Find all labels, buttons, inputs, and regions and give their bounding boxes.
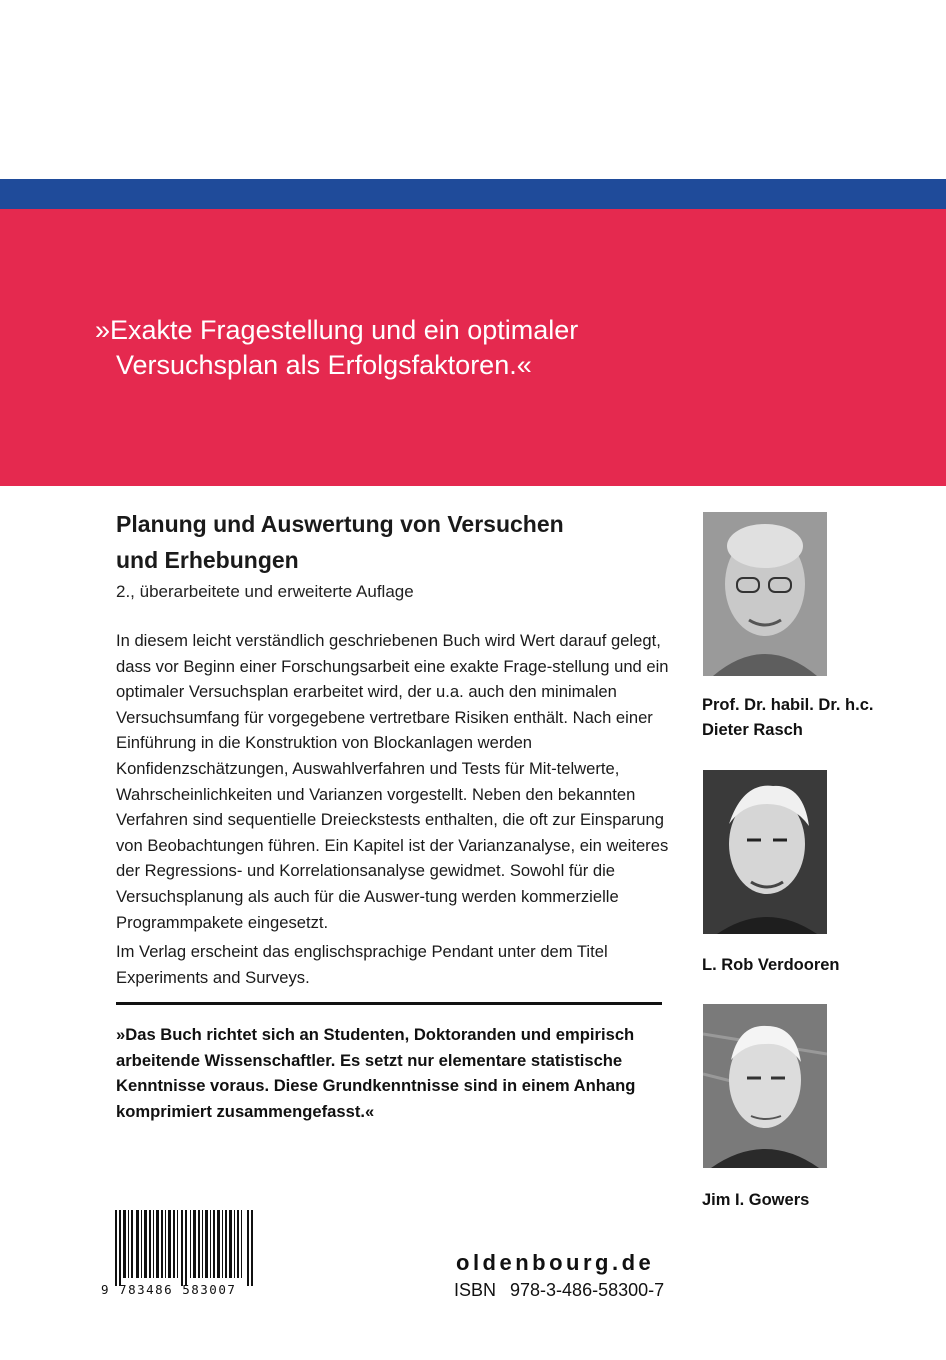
barcode: [115, 1210, 253, 1286]
author-photo-rasch: [703, 512, 827, 676]
description-paragraph-1: In diesem leicht verständlich geschriebenen Buch wird Wert darauf gelegt, dass vor Beginn einer Forschungsarbeit eine exakte Frage-stellung und ein optimaler Versuchsplan erarbeitet wird, der u.a. auch den minimalen Versuchsumfang für vorgegebene vertretbare Risiken enthält. Nach einer Einführung in die Konstruktion von Blockanlagen werden Konfidenzschätzungen, Auswahlverfahren und Tests für Mit-telwerte, Wahrscheinlichkeiten und Varianzen vorgestellt. Neben den bekannten Verfahren sind sequentielle Dreieckstests enthalten, die oft zur Einsparung von Beobachtungen führen. Ein Kapitel ist der Varianzanalyse, ein weiteres der Regressions- und Korrelationsanalyse gewidmet. Sowohl für die Versuchsplanung als auch für die Auswer-tung werden kommerzielle Programmpakete eingesetzt.: [116, 631, 669, 932]
cover-quote-line-1: »Exakte Fragestellung und ein optimaler: [95, 315, 579, 345]
author-name-rasch-line-2: Dieter Rasch: [702, 721, 803, 739]
isbn-label: ISBN: [454, 1280, 497, 1300]
author-name-rasch: [702, 693, 922, 743]
cover-quote: [95, 313, 855, 383]
edition: 2., überarbeitete und erweiterte Auflage: [116, 582, 414, 601]
author-name-verdooren: L. Rob Verdooren: [702, 956, 840, 974]
barcode-number: 9 783486 583007: [101, 1282, 237, 1297]
isbn: [454, 1280, 664, 1301]
author-photo-verdooren: [703, 770, 827, 934]
cover-quote-line-2: Versuchsplan als Erfolgsfaktoren.«: [116, 350, 532, 380]
divider: [116, 1002, 662, 1005]
description-paragraph-2: Im Verlag erscheint das englischsprachige Pendant unter dem Titel Experiments and Surveys.: [116, 942, 608, 987]
blue-band: [0, 179, 946, 209]
book-title: [116, 506, 676, 578]
author-name-gowers: Jim I. Gowers: [702, 1191, 810, 1209]
review-quote: »Das Buch richtet sich an Studenten, Doktoranden und empirisch arbeitende Wissenschaftler. Es setzt nur elementare statistische Kenntnisse voraus. Diese Grundkenntnisse sind in einem Anhang komprimiert zusammengefasst.«: [116, 1025, 636, 1121]
author-name-rasch-line-1: Prof. Dr. habil. Dr. h.c.: [702, 696, 874, 714]
isbn-number: 978-3-486-58300-7: [510, 1280, 665, 1300]
book-title-line-1: Planung und Auswertung von Versuchen: [116, 511, 564, 537]
description: [116, 628, 676, 990]
publisher-url: oldenbourg.de: [456, 1250, 655, 1275]
author-photo-gowers: [703, 1004, 827, 1168]
book-title-line-2: und Erhebungen: [116, 547, 299, 573]
